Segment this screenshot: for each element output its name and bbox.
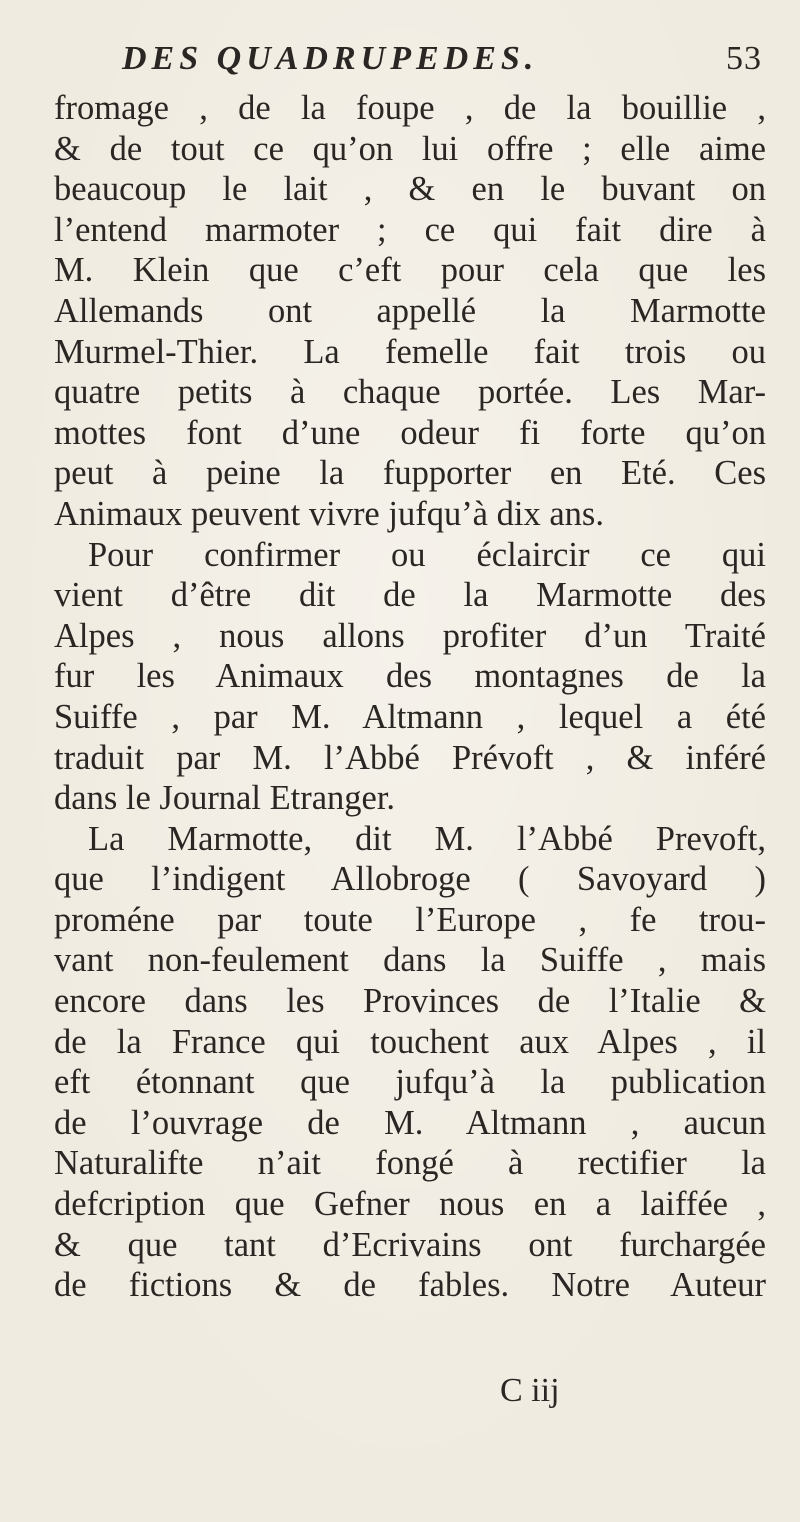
body-text (54, 88, 766, 1306)
text-line: peut à peine la fupporter en Eté. Ces (54, 454, 766, 493)
page-number: 53 (726, 40, 762, 77)
text-line: vant non-feulement dans la Suiffe , mais (54, 941, 766, 980)
text-line: de la France qui touchent aux Alpes , il (54, 1022, 766, 1061)
text-line: defcription que Gefner nous en a laiffée , (54, 1185, 766, 1224)
text-line: proméne par toute l’Europe , fe trou- (54, 900, 766, 939)
text-line: Allemands ont appellé la Marmotte (54, 291, 766, 330)
text-line: eft étonnant que jufqu’à la publication (54, 1063, 766, 1102)
text-line: Suiffe , par M. Altmann , lequel a été (54, 697, 766, 736)
text-line: Animaux peuvent vivre jufqu’à dix ans. (54, 494, 604, 533)
text-line: Alpes , nous allons profiter d’un Traité (54, 616, 766, 655)
text-line: de fictions & de fables. Notre Auteur (54, 1266, 766, 1305)
text-line: quatre petits à chaque portée. Les Mar- (54, 373, 766, 412)
text-line: & de tout ce qu’on lui offre ; elle aime (54, 129, 766, 168)
text-line: fur les Animaux des montagnes de la (54, 657, 766, 696)
text-line: dans le Journal Etranger. (54, 779, 396, 818)
text-line: que l’indigent Allobroge ( Savoyard ) (54, 860, 766, 899)
text-line: traduit par M. l’Abbé Prévoft , & inféré (54, 738, 766, 777)
text-line: vient d’être dit de la Marmotte des (54, 576, 766, 615)
text-line: M. Klein que c’eft pour cela que les (54, 251, 766, 290)
text-line: l’entend marmoter ; ce qui fait dire à (54, 210, 766, 249)
text-line: Murmel-Thier. La femelle fait trois ou (54, 332, 766, 371)
text-line: beaucoup le lait , & en le buvant on (54, 170, 766, 209)
text-line: Naturalifte n’ait fongé à rectifier la (54, 1144, 766, 1183)
text-line: mottes font d’une odeur fi forte qu’on (54, 413, 766, 452)
text-line: encore dans les Provinces de l’Italie & (54, 982, 766, 1021)
text-line: La Marmotte, dit M. l’Abbé Prevoft, (88, 819, 766, 858)
running-header (122, 40, 772, 94)
text-line: de l’ouvrage de M. Altmann , aucun (54, 1103, 766, 1142)
text-line: & que tant d’Ecrivains ont furchargée (54, 1225, 766, 1264)
signature-mark: C iij (500, 1372, 560, 1409)
running-title: DES QUADRUPEDES. (122, 40, 539, 77)
text-line: Pour confirmer ou éclaircir ce qui (88, 535, 766, 574)
text-line: fromage , de la foupe , de la bouillie , (54, 89, 766, 127)
